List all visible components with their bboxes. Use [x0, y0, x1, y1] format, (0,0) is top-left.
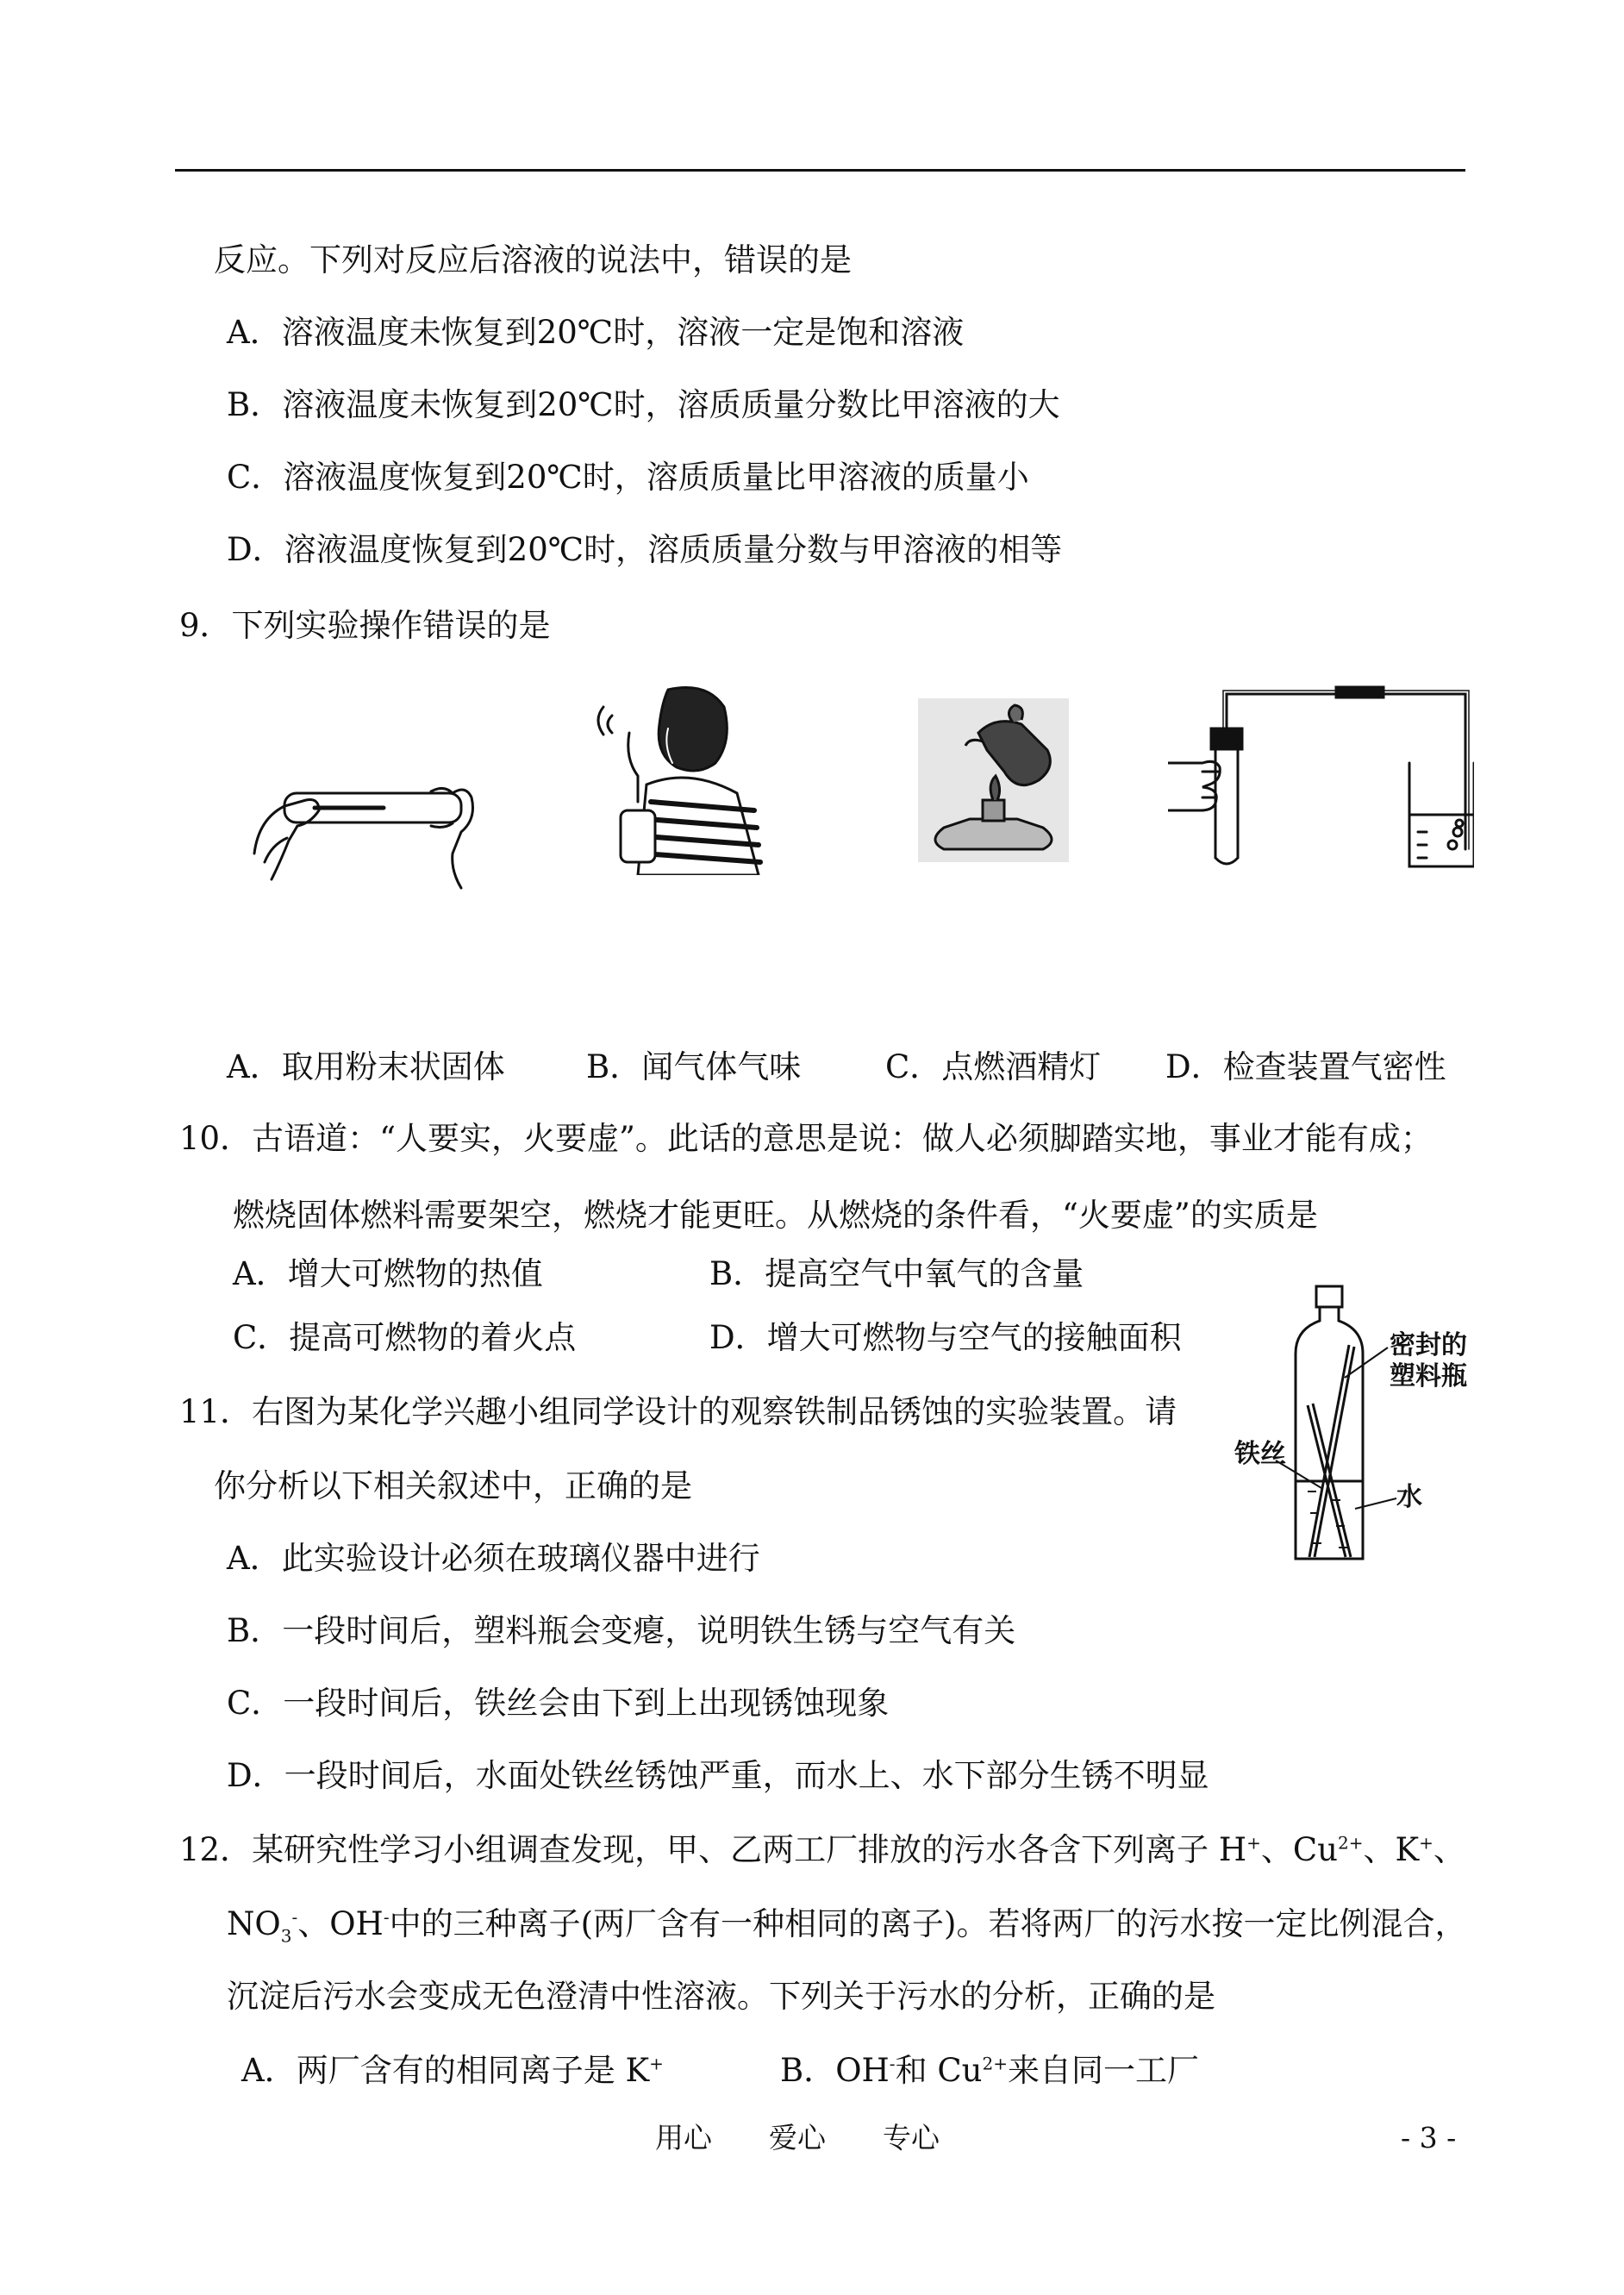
- q12-nitrate-text: NO: [227, 1905, 281, 1942]
- airtightness-check-figure: [1168, 685, 1474, 871]
- q11-option-d: D．一段时间后，水面处铁丝锈蚀严重，而水上、水下部分生锈不明显: [227, 1757, 1209, 1794]
- q11-option-b: B．一段时间后，塑料瓶会变瘪，说明铁生锈与空气有关: [227, 1612, 1016, 1649]
- wire-label: 铁丝: [1234, 1439, 1286, 1469]
- q12-line1-end: 、: [1433, 1831, 1465, 1868]
- q12-cu-charge: 2+: [1338, 1832, 1364, 1854]
- q10-option-c: C．提高可燃物的着火点: [233, 1319, 577, 1356]
- q10-option-b: B．提高空气中氧气的含量: [709, 1255, 1084, 1292]
- q9-option-d: D．检查装置气密性: [1165, 1048, 1446, 1085]
- page-number: - 3 -: [1401, 2121, 1457, 2154]
- q12-cu-text: 、Cu: [1260, 1831, 1339, 1868]
- q11-stem-line2: 你分析以下相关叙述中，正确的是: [214, 1467, 692, 1504]
- smelling-gas-figure: [586, 681, 771, 875]
- q12-option-a: [241, 2050, 664, 2092]
- q8-option-a: A．溶液温度未恢复到20℃时，溶液一定是饱和溶液: [227, 314, 965, 351]
- q12-h-charge: +: [1246, 1832, 1261, 1854]
- q12-k-text: 、K: [1363, 1831, 1420, 1868]
- q12-line2-rest: 中的三种离子(两厂含有一种相同的离子)。若将两厂的污水按一定比例混合，: [389, 1905, 1467, 1942]
- q12-stem-line1: [179, 1829, 1465, 1871]
- alcohol-lamp-figure: [918, 698, 1069, 862]
- q9-option-a: A．取用粉末状固体: [227, 1048, 505, 1085]
- q11-stem-line1: 11．右图为某化学兴趣小组同学设计的观察铁制品锈蚀的实验装置。请: [179, 1393, 1177, 1430]
- q12-option-b-oh-charge: -: [889, 2053, 896, 2074]
- q12-stem-line2: [227, 1904, 1466, 1945]
- q12-option-b-pre: B．OH: [780, 2052, 890, 2089]
- q12-option-a-text: A．两厂含有的相同离子是 K: [241, 2052, 650, 2089]
- q11-option-c: C．一段时间后，铁丝会由下到上出现锈蚀现象: [227, 1685, 890, 1722]
- q12-hydroxide-charge: -: [383, 1906, 390, 1928]
- plastic-bottle-figure: [1289, 1285, 1371, 1569]
- q10-stem-line2: 燃烧固体燃料需要架空，燃烧才能更旺。从燃烧的条件看，“火要虚”的实质是: [233, 1197, 1318, 1234]
- q12-hydroxide-text: 、OH: [297, 1905, 384, 1942]
- water-leader-line: [1353, 1490, 1398, 1516]
- q10-stem-line1: 10．古语道：“人要实，火要虚”。此话的意思是说：做人必须脚踏实地，事业才能有成；: [179, 1120, 1433, 1157]
- q12-option-b-cu-charge: 2+: [982, 2053, 1008, 2074]
- q8-stem-tail: 反应。下列对反应后溶液的说法中，错误的是: [214, 241, 852, 278]
- q12-option-b-end: 来自同一工厂: [1007, 2052, 1199, 2089]
- bottle-leader-line: [1340, 1343, 1392, 1382]
- header-rule: [175, 169, 1465, 172]
- q9-stem: 9．下列实验操作错误的是: [179, 607, 551, 644]
- q12-k-charge: +: [1419, 1832, 1433, 1854]
- q12-nitrate-subscript: 3: [280, 1925, 292, 1947]
- q11-option-a: A．此实验设计必须在玻璃仪器中进行: [227, 1540, 760, 1577]
- bottle-label-line2: 塑料瓶: [1390, 1361, 1467, 1391]
- q12-nitrate-charge: -: [291, 1906, 298, 1928]
- q10-option-d: D．增大可燃物与空气的接触面积: [709, 1319, 1182, 1356]
- q9-option-c: C．点燃酒精灯: [885, 1048, 1102, 1085]
- q12-option-b: [780, 2050, 1199, 2092]
- q8-option-c: C．溶液温度恢复到20℃时，溶质质量比甲溶液的质量小: [227, 459, 1029, 496]
- q12-stem-line3: 沉淀后污水会变成无色澄清中性溶液。下列关于污水的分析，正确的是: [227, 1978, 1215, 2015]
- water-label: 水: [1396, 1482, 1422, 1512]
- q10-option-a: A．增大可燃物的热值: [233, 1255, 543, 1292]
- q9-option-b: B．闻气体气味: [586, 1048, 802, 1085]
- q8-option-d: D．溶液温度恢复到20℃时，溶质质量分数与甲溶液的相等: [227, 531, 1063, 568]
- wire-leader-line: [1274, 1457, 1326, 1491]
- bottle-label-line1: 密封的: [1390, 1330, 1467, 1360]
- q12-option-a-charge: +: [649, 2053, 664, 2074]
- q12-line1-text: 12．某研究性学习小组调查发现，甲、乙两工厂排放的污水各含下列离子 H: [179, 1831, 1247, 1868]
- q8-option-b: B．溶液温度未恢复到20℃时，溶质质量分数比甲溶液的大: [227, 386, 1060, 423]
- q12-option-b-mid: 和 Cu: [895, 2052, 983, 2089]
- powder-test-tube-figure: [246, 759, 483, 892]
- footer-motto: 用心 爱心 专心: [655, 2121, 940, 2154]
